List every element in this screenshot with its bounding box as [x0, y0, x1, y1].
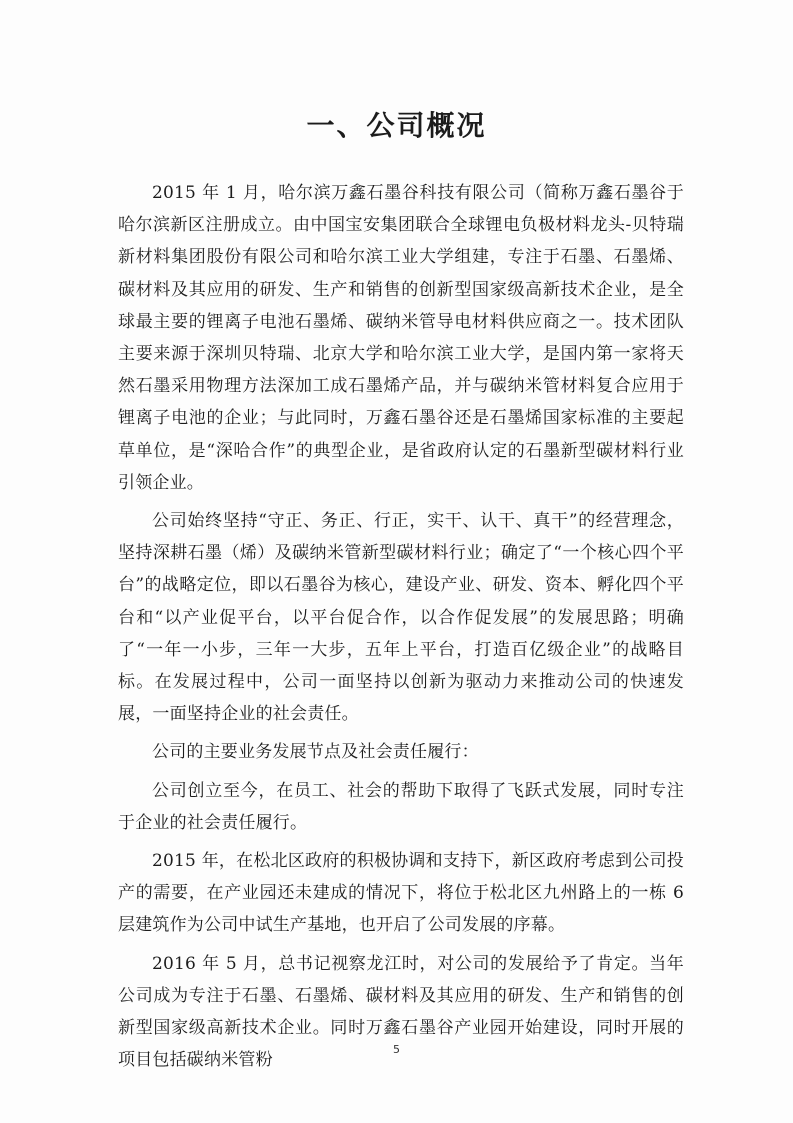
paragraph-2016-milestone: 2016 年 5 月，总书记视察龙江时，对公司的发展给予了肯定。当年公司成为专注于石墨、石墨烯、碳材料及其应用的研发、生产和销售的创新型国家级高新技术企业。同时万鑫石墨谷产业园开始建设，同时开展的项目包括碳纳米管粉 [118, 953, 684, 1071]
page-title: 一、公司概况 [306, 109, 487, 142]
page-number: 5 [393, 1043, 400, 1056]
body-text [118, 177, 684, 1082]
paragraph-company-founding: 2015 年 1 月，哈尔滨万鑫石墨谷科技有限公司（简称万鑫石墨谷于哈尔滨新区注册成立。由中国宝安集团联合全球锂电负极材料龙头-贝特瑞新材料集团股份有限公司和哈尔滨工业大学组建，专注于石墨、石墨烯、碳材料及其应用的研发、生产和销售的创新型国家级高新技术企业，是全球最主要的锂离子电池石墨烯、碳纳米管导电材料供应商之一。技术团队主要来源于深圳贝特瑞、北京大学和哈尔滨工业大学，是国内第一家将天然石墨采用物理方法深加工成石墨烯产品，并与碳纳米管材料复合应用于锂离子电池的企业；与此同时，万鑫石墨谷还是石墨烯国家标准的主要起草单位，是“深哈合作”的典型企业，是省政府认定的石墨新型碳材料行业引领企业。 [118, 183, 684, 493]
paragraph-development-summary: 公司创立至今，在员工、社会的帮助下取得了飞跃式发展，同时专注于企业的社会责任履行。 [118, 780, 684, 833]
paragraph-business-philosophy: 公司始终坚持“守正、务正、行正，实干、认干、真干”的经营理念，坚持深耕石墨（烯）及碳纳米管新型碳材料行业；确定了“一个核心四个平台”的战略定位，即以石墨谷为核心，建设产业、研发、资本、孵化四个平台和“以产业促平台，以平台促合作，以合作促发展”的发展思路；明确了“一年一小步，三年一大步，五年上平台，打造百亿级企业”的战略目标。在发展过程中，公司一面坚持以创新为驱动力来推动公司的快速发展，一面坚持企业的社会责任。 [118, 511, 684, 725]
paragraph-2015-milestone: 2015 年，在松北区政府的积极协调和支持下，新区政府考虑到公司投产的需要，在产业园还未建成的情况下，将位于松北区九州路上的一栋 6 层建筑作为公司中试生产基地，也开启了公司发展的序幕。 [118, 851, 684, 936]
paragraph-milestones-heading: 公司的主要业务发展节点及社会责任履行： [152, 742, 479, 763]
